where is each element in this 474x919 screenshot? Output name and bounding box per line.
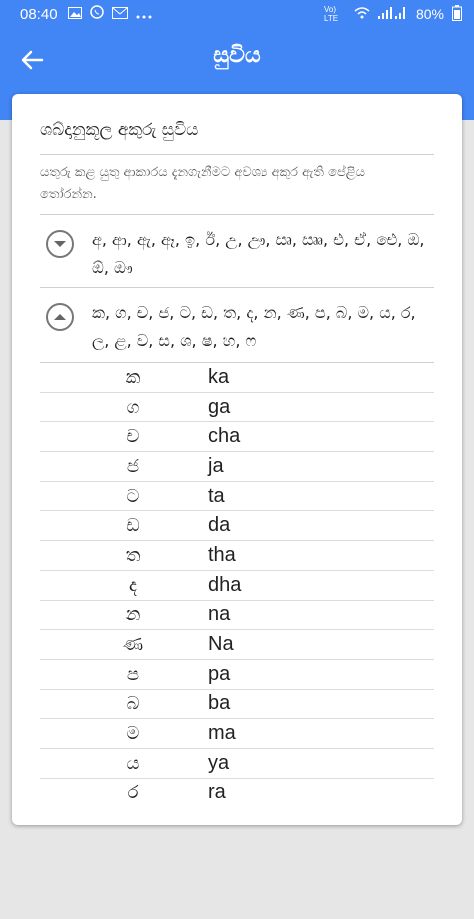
roman-text: ra bbox=[208, 781, 226, 798]
table-row bbox=[40, 719, 434, 749]
roman-text: ta bbox=[208, 484, 225, 507]
battery-icon bbox=[452, 5, 462, 24]
signal-icon bbox=[378, 6, 408, 22]
roman-text: ka bbox=[208, 365, 230, 388]
sinhala-letter: ජ bbox=[126, 455, 140, 477]
chevron-down-icon bbox=[53, 239, 67, 249]
table-row bbox=[40, 571, 434, 601]
wifi-icon bbox=[354, 6, 370, 22]
expand-button[interactable] bbox=[46, 230, 74, 258]
roman-text: tha bbox=[208, 543, 236, 566]
table-row bbox=[40, 422, 434, 452]
table-row bbox=[40, 511, 434, 541]
image-icon bbox=[68, 6, 82, 23]
roman-text: na bbox=[208, 603, 231, 626]
roman-text: da bbox=[208, 514, 231, 537]
table-body bbox=[40, 363, 434, 798]
sinhala-letter: ප bbox=[126, 663, 140, 685]
consonant-letters: ක, ග, ච, ජ, ට, ඩ, ත, ද, න, ණ, ප, බ, ම, ය, ර, ල, ළ, ව, ස, ශ, ෂ, හ, ෆ bbox=[92, 303, 416, 350]
sinhala-letter: ද bbox=[129, 574, 137, 596]
table-row bbox=[40, 690, 434, 720]
vowel-letters: අ, ආ, ඇ, ඈ, ඉ, ඊ, උ, ඌ, ඍ, ඎ, එ, ඒ, ඓ, ඔ, ඕ, ඖ bbox=[92, 230, 425, 277]
sinhala-letter: ය bbox=[126, 752, 140, 774]
table-row bbox=[40, 541, 434, 571]
table-row bbox=[40, 779, 434, 798]
network-label: Vo) LTE bbox=[323, 5, 339, 23]
sinhala-letter: ච bbox=[126, 426, 140, 448]
sinhala-letter: න bbox=[125, 604, 141, 626]
instruction-text: යතුරු කළ යුතු ආකාරය දැනගැනීමට අවශ්‍ය අකුර ඇති පේළිය තෝරන්න. bbox=[40, 165, 366, 202]
table-row bbox=[40, 482, 434, 512]
content-card bbox=[12, 94, 462, 825]
table-row bbox=[40, 393, 434, 423]
card-title: ශබ්දානුකූල අකුරු සුවිය bbox=[40, 120, 199, 140]
table-row bbox=[40, 749, 434, 779]
sinhala-letter: ණ bbox=[122, 634, 144, 656]
divider bbox=[40, 362, 434, 363]
sinhala-letter: ම bbox=[126, 723, 140, 745]
sinhala-letter: ර bbox=[127, 782, 139, 798]
roman-text: ma bbox=[208, 722, 236, 745]
consonant-row[interactable] bbox=[40, 299, 434, 361]
status-bar bbox=[0, 0, 474, 28]
more-icon bbox=[136, 6, 152, 23]
status-right bbox=[324, 5, 462, 24]
table-row bbox=[40, 601, 434, 631]
sinhala-letter: බ bbox=[126, 693, 140, 715]
roman-text: Na bbox=[208, 633, 234, 656]
roman-text: cha bbox=[208, 425, 241, 448]
page-title: සුවිය bbox=[213, 43, 261, 68]
battery-text: 80% bbox=[415, 6, 444, 22]
sinhala-letter: ක bbox=[125, 366, 141, 388]
roman-text: ga bbox=[208, 395, 231, 418]
vowel-row[interactable] bbox=[40, 226, 434, 288]
sinhala-letter: ග bbox=[126, 396, 140, 418]
romanization-table bbox=[40, 362, 434, 798]
sinhala-letter: ත bbox=[125, 544, 141, 566]
roman-text: dha bbox=[208, 573, 242, 596]
notification-icons bbox=[68, 5, 152, 23]
divider bbox=[40, 287, 434, 288]
whatsapp-icon bbox=[90, 5, 104, 23]
sinhala-letter: ඩ bbox=[126, 515, 140, 537]
divider bbox=[40, 214, 434, 215]
table-row bbox=[40, 363, 434, 393]
table-row bbox=[40, 660, 434, 690]
roman-text: pa bbox=[208, 662, 231, 685]
sinhala-letter: ට bbox=[126, 485, 140, 507]
table-row bbox=[40, 452, 434, 482]
collapse-button[interactable] bbox=[46, 303, 74, 331]
mail-icon bbox=[112, 6, 128, 23]
app-bar bbox=[0, 28, 474, 90]
table-row bbox=[40, 630, 434, 660]
roman-text: ja bbox=[208, 454, 224, 477]
chevron-up-icon bbox=[53, 312, 67, 322]
roman-text: ya bbox=[208, 751, 230, 774]
divider bbox=[40, 154, 434, 155]
roman-text: ba bbox=[208, 692, 231, 715]
status-time: 08:40 bbox=[20, 5, 58, 23]
